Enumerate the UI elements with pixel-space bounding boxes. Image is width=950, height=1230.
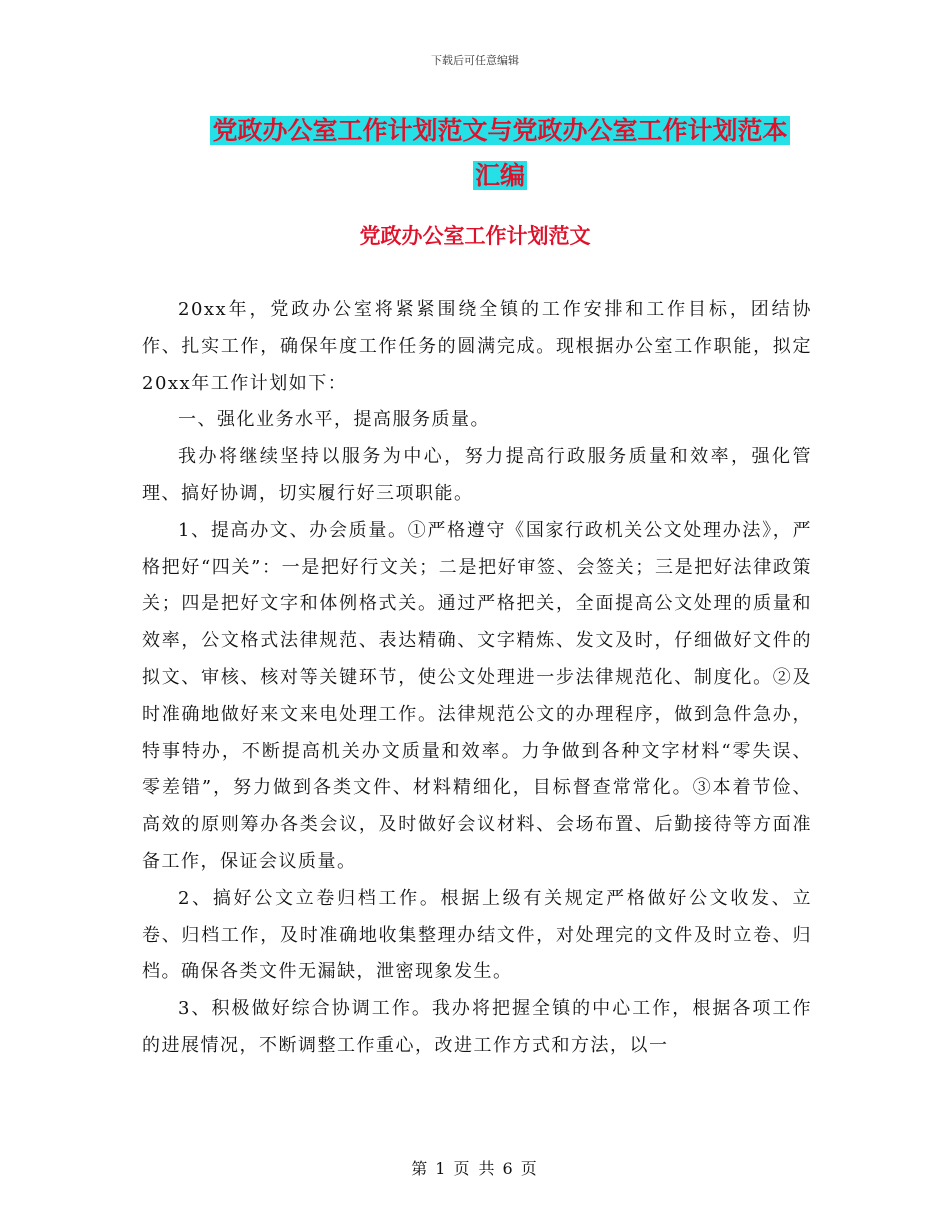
paragraph: 3、积极做好综合协调工作。我办将把握全镇的中心工作，根据各项工作的进展情况，不断调整工作重心，改进工作方式和方法，以一	[142, 998, 812, 1056]
paragraph: 1、提高办文、办会质量。①严格遵守《国家行政机关公文处理办法》，严格把好“四关”：一是把好行文关；二是把好审签、会签关；三是把好法律政策关；四是把好文字和体例格式关。通过严格把关，全面提高公文处理的质量和效率，公文格式法律规范、表达精确、文字精炼、发文及时，仔细做好文件的拟文、审核、核对等关键环节，使公文处理进一步法律规范化、制度化。②及时准确地做好来文来电处理工作。法律规范公文的办理程序，做到急件急办，特事特办，不断提高机关办文质量和效率。力争做到各种文字材料“零失误、零差错”，努力做到各类文件、材料精细化，目标督查常常化。③本着节俭、高效的原则筹办各类会议，及时做好会议材料、会场布置、后勤接待等方面准备工作，保证会议质量。	[142, 519, 812, 872]
paragraph: 20xx年，党政办公室将紧紧围绕全镇的工作安排和工作目标，团结协作、扎实工作，确保年度工作任务的圆满完成。现根据办公室工作职能，拟定20xx年工作计划如下：	[142, 299, 812, 394]
page-footer	[0, 1156, 950, 1179]
page-number: 1	[435, 1159, 448, 1178]
paragraph: 2、搞好公文立卷归档工作。根据上级有关规定严格做好公文收发、立卷、归档工作，及时准确地收集整理办结文件，对处理完的文件及时立卷、归档。确保各类文件无漏缺，泄密现象发生。	[142, 887, 812, 983]
footer-prefix: 第	[411, 1159, 430, 1178]
title-line-1: 党政办公室工作计划范文与党政办公室工作计划范本	[212, 116, 788, 145]
paragraph: 一、强化业务水平，提高服务质量。	[178, 409, 490, 431]
footer-suffix: 页	[520, 1159, 539, 1178]
paragraph: 我办将继续坚持以服务为中心，努力提高行政服务质量和效率，强化管理、搞好协调，切实履行好三项职能。	[142, 446, 812, 504]
document-body	[142, 292, 812, 1065]
page-total: 6	[502, 1159, 515, 1178]
document-title	[160, 108, 840, 198]
section-title: 党政办公室工作计划范文	[359, 224, 591, 248]
header-note: 下载后可任意编辑	[431, 54, 519, 67]
footer-middle: 页 共	[453, 1159, 497, 1178]
title-line-2: 汇编	[474, 161, 525, 190]
